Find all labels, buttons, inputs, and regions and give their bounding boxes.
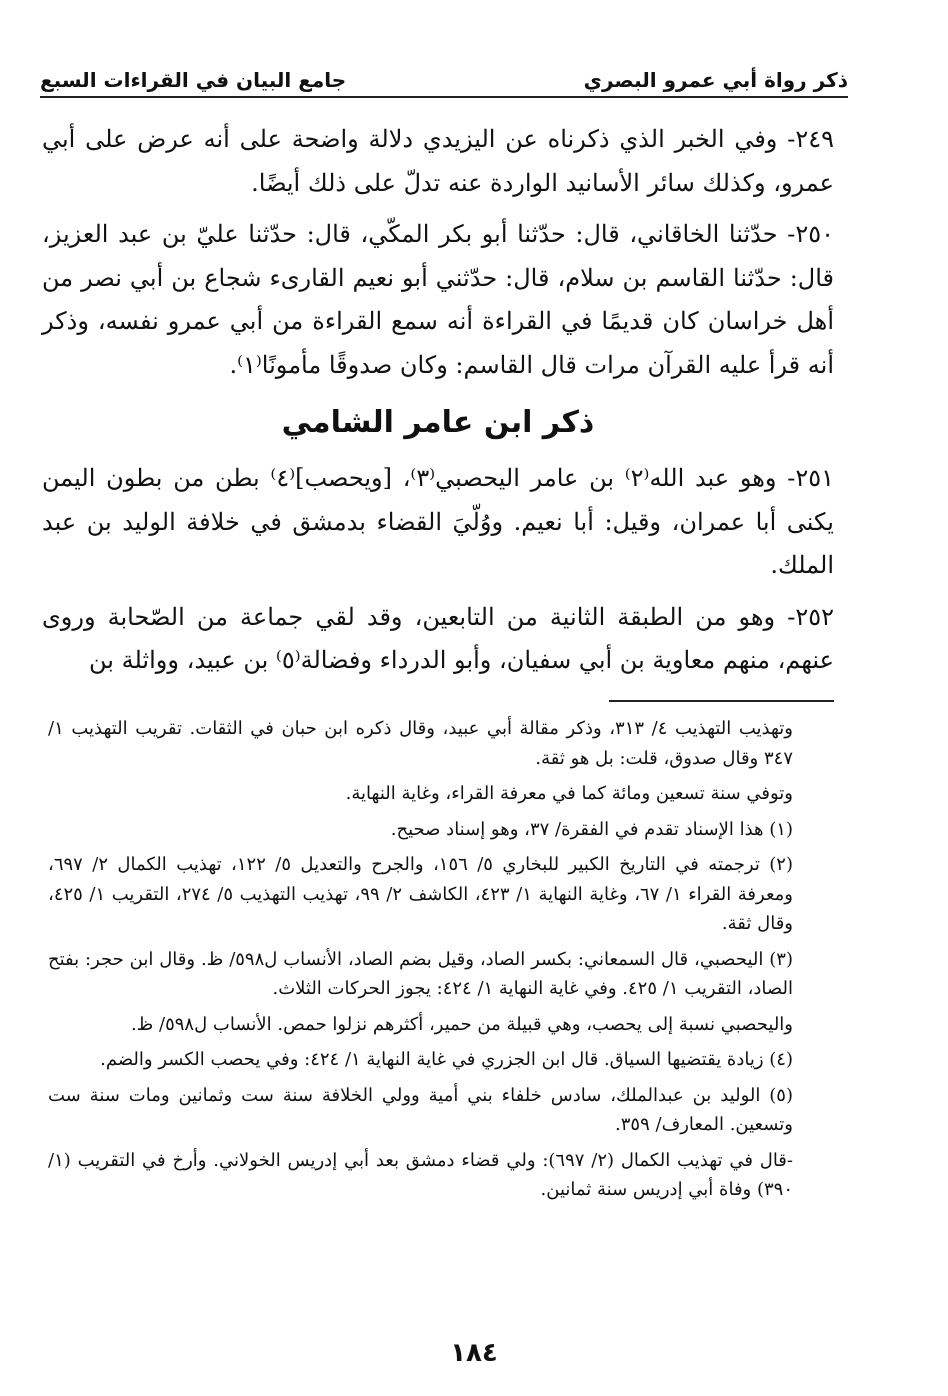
section-heading: ذكر ابن عامر الشامي <box>281 405 595 440</box>
footnote-4: (٤) زيادة يقتضيها السياق. قال ابن الجزري في غاية النهاية ١/ ٤٢٤: وفي يحصب الكسر والضم. <box>100 1049 793 1070</box>
header-chapter-title: ذكر رواة أبي عمرو البصري <box>583 68 848 92</box>
footnote-5: (٥) الوليد بن عبدالملك، سادس خلفاء بني أمية وولي الخلافة سنة ست وثمانين ومات سنة ست وتسعين. المعارف/ ٣٥٩. <box>48 1084 793 1135</box>
paragraph-252: ٢٥٢- وهو من الطبقة الثانية من التابعين، وقد لقي جماعة من الصّحابة وروى عنهم، منهم معاوية بن أبي سفيان، وأبو الدرداء وفضالة⁽٥⁾ بن عبيد، وواثلة بن <box>42 602 834 674</box>
running-header <box>40 58 848 98</box>
footnote-3: (٣) اليحصبي، قال السمعاني: بكسر الصاد، وقيل بضم الصاد، الأنساب ل٥٩٨/ ظ. وقال ابن حجر: بفتح الصاد، التقريب ١/ ٤٢٥. وفي غاية النهاية ١/ ٤٢٤: يجوز الحركات الثلاث. <box>48 948 793 999</box>
footnote-continuation: وتهذيب التهذيب ٤/ ٣١٣، وذكر مقالة أبي عبيد، وقال ذكره ابن حبان في الثقات. تقريب التهذيب ١/ ٣٤٧ وقال صدوق، قلت: بل هو ثقة. <box>48 718 793 769</box>
footnote-3-continued: واليحصبي نسبة إلى يحصب، وهي قبيلة من حمير، أكثرهم نزلوا حمص. الأنساب ل٥٩٨/ ظ. <box>130 1013 793 1035</box>
paragraph-249: ٢٤٩- وفي الخبر الذي ذكرناه عن اليزيدي دلالة واضحة على أنه عرض على أبي عمرو، وكذلك سائر الأسانيد الواردة عنه تدلّ على ذلك أيضًا. <box>42 125 834 197</box>
footnote-2: (٢) ترجمته في التاريخ الكبير للبخاري ٥/ ١٥٦، والجرح والتعديل ٥/ ١٢٢، تهذيب الكمال ٢/ ٦٩٧، ومعرفة القراء ١/ ٦٧، وغاية النهاية ١/ ٤٢٣، الكاشف ٢/ ٩٩، تهذيب التهذيب ٥/ ٢٧٤، التقريب ١/ ٤٢٥، وقال ثقة. <box>48 854 793 934</box>
footnote-5-continued: -قال في تهذيب الكمال (٢/ ٦٩٧): ولي قضاء دمشق بعد أبي إدريس الخولاني. وأرخ في التقريب (١/ ٣٩٠) وفاة أبي إدريس سنة ثمانين. <box>48 1149 793 1200</box>
footnote-1: (١) هذا الإسناد تقدم في الفقرة/ ٣٧، وهو إسناد صحيح. <box>390 818 793 840</box>
page-number: ١٨٤ <box>450 1338 498 1368</box>
footnote-separator <box>609 700 834 702</box>
paragraph-250: ٢٥٠- حدّثنا الخاقاني، قال: حدّثنا أبو بكر المكّي، قال: حدّثنا عليّ بن عبد العزيز، قال: حدّثنا القاسم بن سلام، قال: حدّثني أبو نعيم القارىء شجاع بن أبي نصر من أهل خراسان كان قديمًا في القراءة أنه سمع القراءة من أبي عمرو نفسه، وذكر أنه قرأ عليه القرآن مرات قال القاسم: وكان صدوقًا مأمونًا⁽١⁾. <box>42 220 834 379</box>
main-text <box>42 118 834 691</box>
footnotes <box>48 714 793 1211</box>
footnote-continuation: وتوفي سنة تسعين ومائة كما في معرفة القراء، وغاية النهاية. <box>345 783 793 804</box>
paragraph-251: ٢٥١- وهو عبد الله⁽٢⁾ بن عامر اليحصبي⁽٣⁾، [ويحصب]⁽٤⁾ بطن من بطون اليمن يكنى أبا عمران، وقيل: أبا نعيم. ووُلّيَ القضاء بدمشق في خلافة الوليد بن عبد الملك. <box>42 464 834 579</box>
header-book-title: جامع البيان في القراءات السبع <box>40 68 347 92</box>
